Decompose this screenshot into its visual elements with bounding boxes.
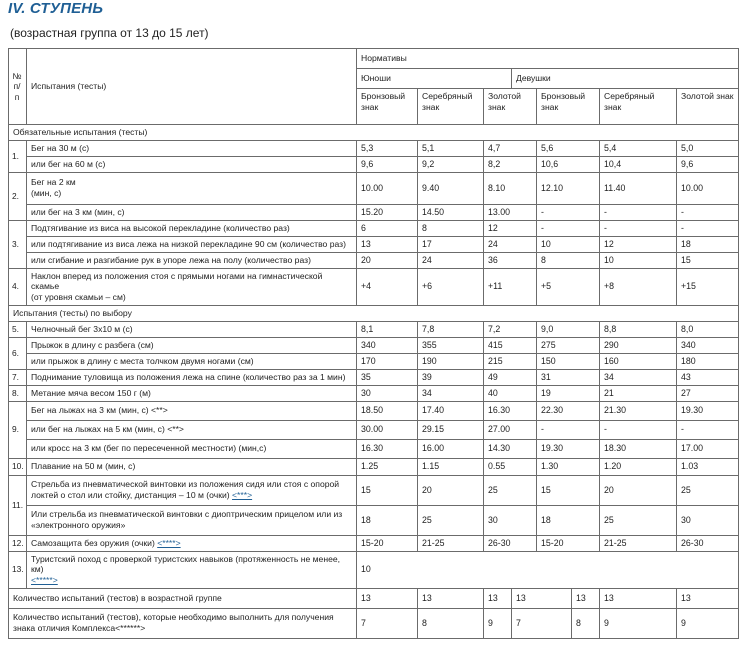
- value-cell: 13.00: [484, 204, 537, 220]
- value-cell: 15-20: [357, 535, 418, 551]
- value-cell: 13: [357, 588, 418, 608]
- total-required-label: [9, 608, 357, 638]
- value-cell: +4: [357, 268, 418, 305]
- value-cell: 21-25: [600, 535, 677, 551]
- value-cell: 8: [537, 252, 600, 268]
- footnote-link[interactable]: <*****>: [31, 574, 58, 585]
- header-girls-bronze: Бронзовый знак: [537, 89, 600, 125]
- value-cell: 13: [572, 588, 600, 608]
- test-name: Бег на лыжах на 3 км (мин, с) <**>: [27, 401, 357, 420]
- value-cell: 8: [418, 608, 484, 638]
- value-cell: 13: [484, 588, 512, 608]
- value-cell: 25: [418, 505, 484, 535]
- footnote-link[interactable]: <****>: [157, 537, 181, 548]
- test-name-line: (от уровня скамьи – см): [31, 292, 126, 303]
- value-cell: 1.15: [418, 458, 484, 475]
- value-cell: 25: [600, 505, 677, 535]
- value-cell: 190: [418, 353, 484, 369]
- value-cell: 19.30: [677, 401, 739, 420]
- value-cell: 40: [484, 385, 537, 401]
- row-num: 1.: [9, 140, 27, 172]
- value-cell: 20: [418, 475, 484, 505]
- value-cell: 18: [357, 505, 418, 535]
- value-cell: 12.10: [537, 172, 600, 204]
- section-optional: Испытания (тесты) по выбору: [9, 305, 739, 321]
- value-cell: 11.40: [600, 172, 677, 204]
- value-cell: 7,2: [484, 321, 537, 337]
- header-num: № п/п: [9, 49, 27, 125]
- value-cell: 290: [600, 337, 677, 353]
- total-required-line: Количество испытаний (тестов), которые необходимо выполнить для получения: [13, 612, 334, 623]
- value-cell: 30: [484, 505, 537, 535]
- value-cell: 10: [357, 551, 739, 588]
- row-num: 2.: [9, 172, 27, 220]
- row-num: 13.: [9, 551, 27, 588]
- value-cell: 9,6: [677, 156, 739, 172]
- total-tests-label: Количество испытаний (тестов) в возрастной группе: [9, 588, 357, 608]
- test-name: или бег на 60 м (с): [27, 156, 357, 172]
- value-cell: 5,0: [677, 140, 739, 156]
- value-cell: 27.00: [484, 420, 537, 439]
- value-cell: 17.00: [677, 439, 739, 458]
- value-cell: -: [600, 204, 677, 220]
- value-cell: 10.00: [677, 172, 739, 204]
- header-boys-bronze: Бронзовый знак: [357, 89, 418, 125]
- value-cell: 26-30: [484, 535, 537, 551]
- value-cell: 1.03: [677, 458, 739, 475]
- value-cell: 21.30: [600, 401, 677, 420]
- value-cell: 8.10: [484, 172, 537, 204]
- test-name: [27, 535, 357, 551]
- row-num: 11.: [9, 475, 27, 535]
- value-cell: 24: [418, 252, 484, 268]
- test-name: Прыжок в длину с разбега (см): [27, 337, 357, 353]
- test-name-line: локтей о стол или стойку, дистанция – 10 м (очки): [31, 490, 233, 500]
- value-cell: 275: [537, 337, 600, 353]
- value-cell: 19: [537, 385, 600, 401]
- value-cell: 18.30: [600, 439, 677, 458]
- test-name: [27, 475, 357, 505]
- test-name: Поднимание туловища из положения лежа на спине (количество раз за 1 мин): [27, 369, 357, 385]
- value-cell: 355: [418, 337, 484, 353]
- row-num: 9.: [9, 401, 27, 458]
- value-cell: 18: [537, 505, 600, 535]
- value-cell: 7: [512, 608, 572, 638]
- value-cell: 9: [677, 608, 739, 638]
- value-cell: -: [537, 220, 600, 236]
- value-cell: 21: [600, 385, 677, 401]
- value-cell: 30: [677, 505, 739, 535]
- row-num: 7.: [9, 369, 27, 385]
- value-cell: 9: [484, 608, 512, 638]
- row-num: 10.: [9, 458, 27, 475]
- value-cell: 15-20: [537, 535, 600, 551]
- value-cell: 5,3: [357, 140, 418, 156]
- value-cell: +15: [677, 268, 739, 305]
- value-cell: 14.30: [484, 439, 537, 458]
- test-name-line: Наклон вперед из положения стоя с прямыми ногами на гимнастической скамье: [31, 270, 323, 292]
- value-cell: 8,2: [484, 156, 537, 172]
- row-num: 4.: [9, 268, 27, 305]
- header-tests: Испытания (тесты): [27, 49, 357, 125]
- row-num: 6.: [9, 337, 27, 369]
- value-cell: 15: [357, 475, 418, 505]
- value-cell: 22.30: [537, 401, 600, 420]
- header-girls: Девушки: [512, 69, 739, 89]
- value-cell: 9: [600, 608, 677, 638]
- value-cell: 340: [677, 337, 739, 353]
- value-cell: 415: [484, 337, 537, 353]
- header-girls-silver: Серебряный знак: [600, 89, 677, 125]
- value-cell: 18.50: [357, 401, 418, 420]
- test-name: Метание мяча весом 150 г (м): [27, 385, 357, 401]
- value-cell: 19.30: [537, 439, 600, 458]
- value-cell: 10: [537, 236, 600, 252]
- test-name: или подтягивание из виса лежа на низкой перекладине 90 см (количество раз): [27, 236, 357, 252]
- value-cell: 12: [600, 236, 677, 252]
- value-cell: 17.40: [418, 401, 484, 420]
- test-name: [27, 505, 357, 535]
- value-cell: -: [677, 220, 739, 236]
- header-girls-gold: Золотой знак: [677, 89, 739, 125]
- value-cell: 39: [418, 369, 484, 385]
- value-cell: 29.15: [418, 420, 484, 439]
- value-cell: -: [537, 420, 600, 439]
- test-name: или сгибание и разгибание рук в упоре лежа на полу (количество раз): [27, 252, 357, 268]
- value-cell: 49: [484, 369, 537, 385]
- value-cell: 13: [677, 588, 739, 608]
- value-cell: 10,4: [600, 156, 677, 172]
- value-cell: 10: [600, 252, 677, 268]
- row-num: 3.: [9, 220, 27, 268]
- test-name: [27, 551, 357, 588]
- value-cell: +11: [484, 268, 537, 305]
- age-group-subtitle: (возрастная группа от 13 до 15 лет): [10, 26, 209, 40]
- standards-table: [8, 48, 739, 639]
- test-name-line: Туристский поход с проверкой туристских навыков (протяженность не менее, км): [31, 553, 341, 575]
- value-cell: 27: [677, 385, 739, 401]
- value-cell: 34: [600, 369, 677, 385]
- value-cell: +8: [600, 268, 677, 305]
- value-cell: 10,6: [537, 156, 600, 172]
- test-name: или бег на 3 км (мин, с): [27, 204, 357, 220]
- value-cell: 12: [484, 220, 537, 236]
- value-cell: 13: [418, 588, 484, 608]
- value-cell: 1.25: [357, 458, 418, 475]
- value-cell: 6: [357, 220, 418, 236]
- value-cell: 13: [357, 236, 418, 252]
- value-cell: 5,1: [418, 140, 484, 156]
- value-cell: 8,0: [677, 321, 739, 337]
- value-cell: 180: [677, 353, 739, 369]
- value-cell: 1.20: [600, 458, 677, 475]
- test-name: Плавание на 50 м (мин, с): [27, 458, 357, 475]
- value-cell: 16.00: [418, 439, 484, 458]
- value-cell: 15: [537, 475, 600, 505]
- value-cell: +6: [418, 268, 484, 305]
- value-cell: 25: [484, 475, 537, 505]
- header-boys-gold: Золотой знак: [484, 89, 537, 125]
- value-cell: 10.00: [357, 172, 418, 204]
- value-cell: 17: [418, 236, 484, 252]
- value-cell: -: [600, 420, 677, 439]
- value-cell: 9.40: [418, 172, 484, 204]
- value-cell: 26-30: [677, 535, 739, 551]
- value-cell: 18: [677, 236, 739, 252]
- value-cell: -: [677, 204, 739, 220]
- value-cell: 16.30: [484, 401, 537, 420]
- value-cell: 36: [484, 252, 537, 268]
- value-cell: 30.00: [357, 420, 418, 439]
- value-cell: 13: [600, 588, 677, 608]
- value-cell: 8,1: [357, 321, 418, 337]
- row-num: 5.: [9, 321, 27, 337]
- test-name-line: Стрельба из пневматической винтовки из положения сидя или стоя с опорой: [31, 479, 340, 490]
- test-name: [27, 268, 357, 305]
- test-name-line: «электронного оружия»: [31, 520, 126, 530]
- value-cell: -: [600, 220, 677, 236]
- value-cell: 15.20: [357, 204, 418, 220]
- test-name-line: (мин, с): [31, 188, 62, 199]
- value-cell: -: [537, 204, 600, 220]
- test-name: Челночный бег 3х10 м (с): [27, 321, 357, 337]
- value-cell: 4,7: [484, 140, 537, 156]
- value-cell: 20: [600, 475, 677, 505]
- value-cell: 5,6: [537, 140, 600, 156]
- value-cell: 170: [357, 353, 418, 369]
- row-num: 12.: [9, 535, 27, 551]
- value-cell: 30: [357, 385, 418, 401]
- section-mandatory: Обязательные испытания (тесты): [9, 125, 739, 141]
- value-cell: 7: [357, 608, 418, 638]
- total-required-line: знака отличия Комплекса<******>: [13, 623, 146, 634]
- value-cell: 34: [418, 385, 484, 401]
- value-cell: 20: [357, 252, 418, 268]
- header-boys: Юноши: [357, 69, 512, 89]
- value-cell: 8: [418, 220, 484, 236]
- value-cell: 43: [677, 369, 739, 385]
- value-cell: 21-25: [418, 535, 484, 551]
- test-name: или кросс на 3 км (бег по пересеченной местности) (мин,с): [27, 439, 357, 458]
- value-cell: 8: [572, 608, 600, 638]
- value-cell: 15: [677, 252, 739, 268]
- value-cell: 8,8: [600, 321, 677, 337]
- test-name-text: Самозащита без оружия (очки): [31, 537, 158, 548]
- test-name: [27, 172, 357, 204]
- value-cell: 9,6: [357, 156, 418, 172]
- value-cell: -: [677, 420, 739, 439]
- row-num: 8.: [9, 385, 27, 401]
- test-name: или бег на лыжах на 5 км (мин, с) <**>: [27, 420, 357, 439]
- value-cell: +5: [537, 268, 600, 305]
- value-cell: 0.55: [484, 458, 537, 475]
- header-norms: Нормативы: [357, 49, 739, 69]
- test-name: Бег на 30 м (с): [27, 140, 357, 156]
- value-cell: 31: [537, 369, 600, 385]
- value-cell: 5,4: [600, 140, 677, 156]
- value-cell: 9,2: [418, 156, 484, 172]
- value-cell: 14.50: [418, 204, 484, 220]
- value-cell: 150: [537, 353, 600, 369]
- value-cell: 1.30: [537, 458, 600, 475]
- value-cell: 35: [357, 369, 418, 385]
- value-cell: 13: [512, 588, 572, 608]
- value-cell: 340: [357, 337, 418, 353]
- value-cell: 16.30: [357, 439, 418, 458]
- value-cell: 160: [600, 353, 677, 369]
- test-name-line: Или стрельба из пневматической винтовки с диоптрическим прицелом или из: [31, 509, 343, 520]
- value-cell: 9,0: [537, 321, 600, 337]
- value-cell: 215: [484, 353, 537, 369]
- test-name-line: Бег на 2 км: [31, 177, 76, 188]
- value-cell: 7,8: [418, 321, 484, 337]
- test-name: или прыжок в длину с места толчком двумя ногами (см): [27, 353, 357, 369]
- footnote-link[interactable]: <***>: [232, 490, 253, 500]
- test-name: Подтягивание из виса на высокой перекладине (количество раз): [27, 220, 357, 236]
- page-title: IV. СТУПЕНЬ: [8, 0, 104, 17]
- value-cell: 25: [677, 475, 739, 505]
- value-cell: 24: [484, 236, 537, 252]
- header-boys-silver: Серебряный знак: [418, 89, 484, 125]
